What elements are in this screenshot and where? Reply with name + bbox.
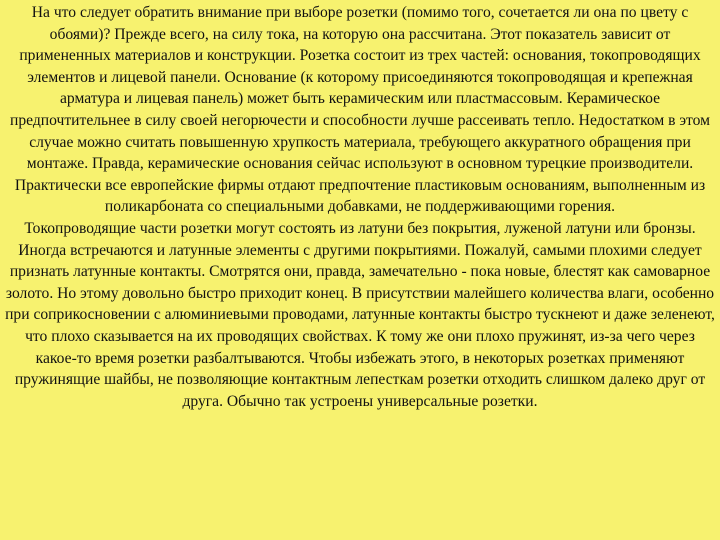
- paragraph-socket-base: На что следует обратить внимание при выборе розетки (помимо того, сочетается ли она по цвету с обоями)? Прежде всего, на силу тока, на которую она рассчитана. Этот показатель зависит от примененных материалов и конструкции. Розетка состоит из трех частей: основания, токопроводящих элементов и лицевой панели. Основание (к которому присоединяются токопроводящая и крепежная арматура и лицевая панель) может быть керамическим или пластмассовым. Керамическое предпочтительнее в силу своей негорючести и способности лучше рассеивать тепло. Недостатком в этом случае можно считать повышенную хрупкость материала, требующего аккуратного обращения при монтаже. Правда, керамические основания сейчас используют в основном турецкие производители. Практически все европейские фирмы отдают предпочтение пластиковым основаниям, выполненным из поликарбоната со специальными добавками, не поддерживающими горения.: [9, 4, 711, 216]
- paragraph-conductive-parts: Токопроводящие части розетки могут состоять из латуни без покрытия, луженой латуни или бронзы. Иногда встречаются и латунные элементы с другими покрытиями. Пожалуй, самыми плохими следует признать латунные контакты. Смотрятся они, правда, замечательно - пока новые, блестят как самоварное золото. Но этому довольно быстро приходит конец. В присутствии малейшего количества влаги, особенно при соприкосновении с алюминиевыми проводами, латунные контакты быстро тускнеют и даже зеленеют, что плохо сказывается на их проводящих свойствах. К тому же они плохо пружинят, из-за чего через какое-то время розетки разбалтываются. Чтобы избежать этого, в некоторых розетках применяют пружинящие шайбы, не позволяющие контактным лепесткам розетки отходить слишком далеко друг от друга. Обычно так устроены универсальные розетки.: [5, 219, 715, 410]
